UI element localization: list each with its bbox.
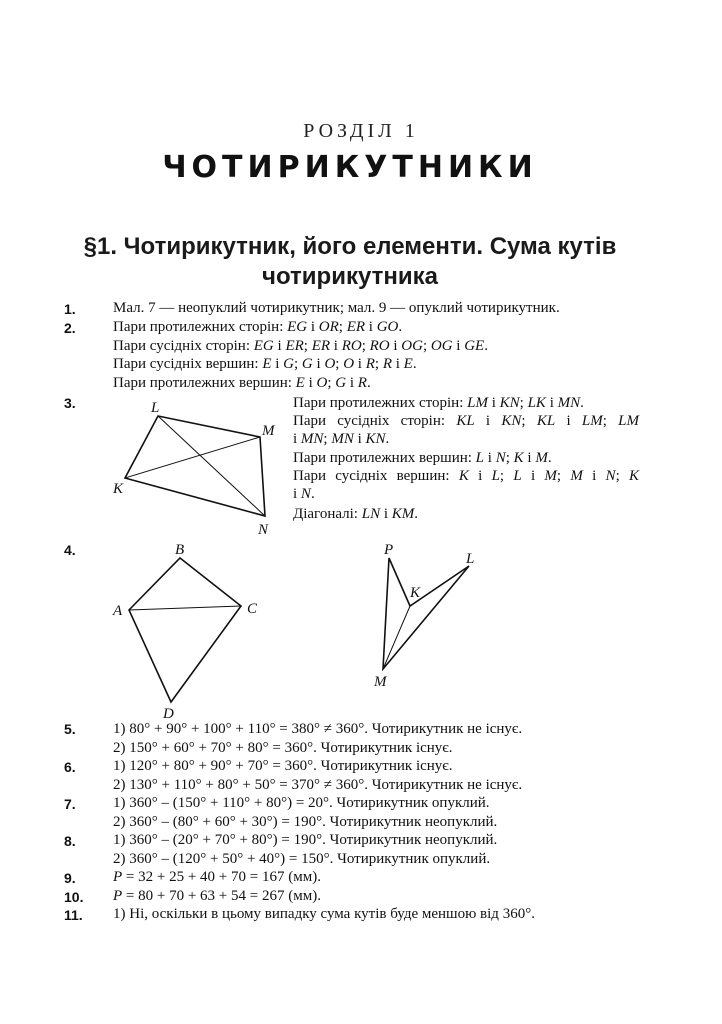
answer-2-line-2: Пари сусідніх сторін: EG і ER; ER і RO; RO і OG; OG і GE. bbox=[113, 338, 488, 354]
answer-7-line-1: 1) 360° – (150° + 110° + 80°) = 20°. Чотирикутник опуклий. bbox=[113, 795, 490, 811]
answer-5-line-2: 2) 150° + 60° + 70° + 80° = 360°. Чотирикутник існує. bbox=[113, 740, 453, 756]
answer-2-line-4: Пари протилежних вершин: E і O; G і R. bbox=[113, 375, 371, 391]
problem-number-10: 10. bbox=[64, 889, 84, 905]
vertex-label-k: K bbox=[410, 585, 421, 601]
answer-7-line-2: 2) 360° – (80° + 60° + 30°) = 190°. Чотирикутник неопуклий. bbox=[113, 814, 498, 830]
problem-number-6: 6. bbox=[64, 759, 76, 775]
problem-number-2: 2. bbox=[64, 320, 76, 336]
answer-3-line-1: Пари протилежних сторін: LM і KN; LK і MN. bbox=[293, 395, 584, 411]
quadrilateral-klmn bbox=[125, 416, 265, 516]
answer-3-line-6: і N. bbox=[293, 486, 315, 502]
quadrilateral-klmn-figure bbox=[105, 392, 290, 542]
answer-11: 1) Ні, оскільки в цьому випадку сума кутів буде меншою від 360°. bbox=[113, 906, 535, 922]
vertex-label-b: B bbox=[175, 542, 185, 558]
diagonal-mk bbox=[383, 606, 410, 669]
quadrilateral-abcd-figure bbox=[105, 538, 275, 723]
answer-5-line-1: 1) 80° + 90° + 100° + 110° = 380° ≠ 360°. Чотирикутник не існує. bbox=[113, 721, 523, 737]
answer-3-line-2: Пари сусідніх сторін: KL і KN; KL і LM; LM bbox=[293, 413, 640, 429]
answer-9: P = 32 + 25 + 40 + 70 = 167 (мм). bbox=[113, 869, 321, 885]
answer-1: Мал. 7 — неопуклий чотирикутник; мал. 9 — опуклий чотирикутник. bbox=[113, 300, 560, 316]
section-title bbox=[60, 232, 640, 292]
vertex-label-p: P bbox=[384, 542, 394, 558]
problem-number-7: 7. bbox=[64, 796, 76, 812]
section-title-line-2: чотирикутника bbox=[262, 263, 438, 290]
vertex-label-d: D bbox=[163, 706, 174, 722]
problem-number-5: 5. bbox=[64, 721, 76, 737]
problem-number-4: 4. bbox=[64, 542, 76, 558]
answer-10: P = 80 + 70 + 63 + 54 = 267 (мм). bbox=[113, 888, 321, 904]
problem-number-1: 1. bbox=[64, 301, 76, 317]
vertex-label-l: L bbox=[151, 400, 160, 416]
answer-3-line-7: Діагоналі: LN і KM. bbox=[293, 506, 419, 522]
answer-8-line-2: 2) 360° – (120° + 50° + 40°) = 150°. Чотирикутник опуклий. bbox=[113, 851, 491, 867]
answer-6-line-2: 2) 130° + 110° + 80° + 50° = 370° ≠ 360°. Чотирикутник не існує. bbox=[113, 777, 523, 793]
answer-3-line-5: Пари сусідніх вершин: K і L; L і M; M і N; K bbox=[293, 468, 640, 484]
answer-3-line-3: і MN; MN і KN. bbox=[293, 431, 390, 447]
answer-3-line-4: Пари протилежних вершин: L і N; K і M. bbox=[293, 450, 552, 466]
problem-number-11: 11. bbox=[64, 907, 83, 923]
diagonal-ac bbox=[129, 606, 241, 610]
problem-number-9: 9. bbox=[64, 870, 76, 886]
vertex-label-n: N bbox=[258, 522, 269, 538]
vertex-label-m: M bbox=[374, 674, 387, 690]
vertex-label-k: K bbox=[113, 481, 124, 497]
vertex-label-a: A bbox=[113, 603, 123, 619]
problem-number-8: 8. bbox=[64, 833, 76, 849]
quadrilateral-abcd bbox=[129, 558, 241, 702]
problem-number-3: 3. bbox=[64, 395, 76, 411]
section-title-line-1: §1. Чотирикутник, його елементи. Сума кутів bbox=[83, 233, 617, 260]
chapter-title: ЧОТИРИКУТНИКИ bbox=[162, 150, 538, 185]
answer-2-line-1: Пари протилежних сторін: EG і OR; ER і GO. bbox=[113, 319, 403, 335]
vertex-label-m: M bbox=[262, 423, 275, 439]
vertex-label-c: C bbox=[247, 601, 258, 617]
quadrilateral-pklm-figure bbox=[365, 538, 490, 693]
quadrilateral-pklm bbox=[383, 558, 469, 669]
chapter-heading: РОЗДІЛ 1 bbox=[303, 120, 419, 142]
diagonal-km bbox=[125, 437, 260, 478]
vertex-label-l: L bbox=[466, 551, 475, 567]
answer-2-line-3: Пари сусідніх вершин: E і G; G і O; O і R; R і E. bbox=[113, 356, 417, 372]
answer-8-line-1: 1) 360° – (20° + 70° + 80°) = 190°. Чотирикутник неопуклий. bbox=[113, 832, 498, 848]
answer-6-line-1: 1) 120° + 80° + 90° + 70° = 360°. Чотирикутник існує. bbox=[113, 758, 453, 774]
